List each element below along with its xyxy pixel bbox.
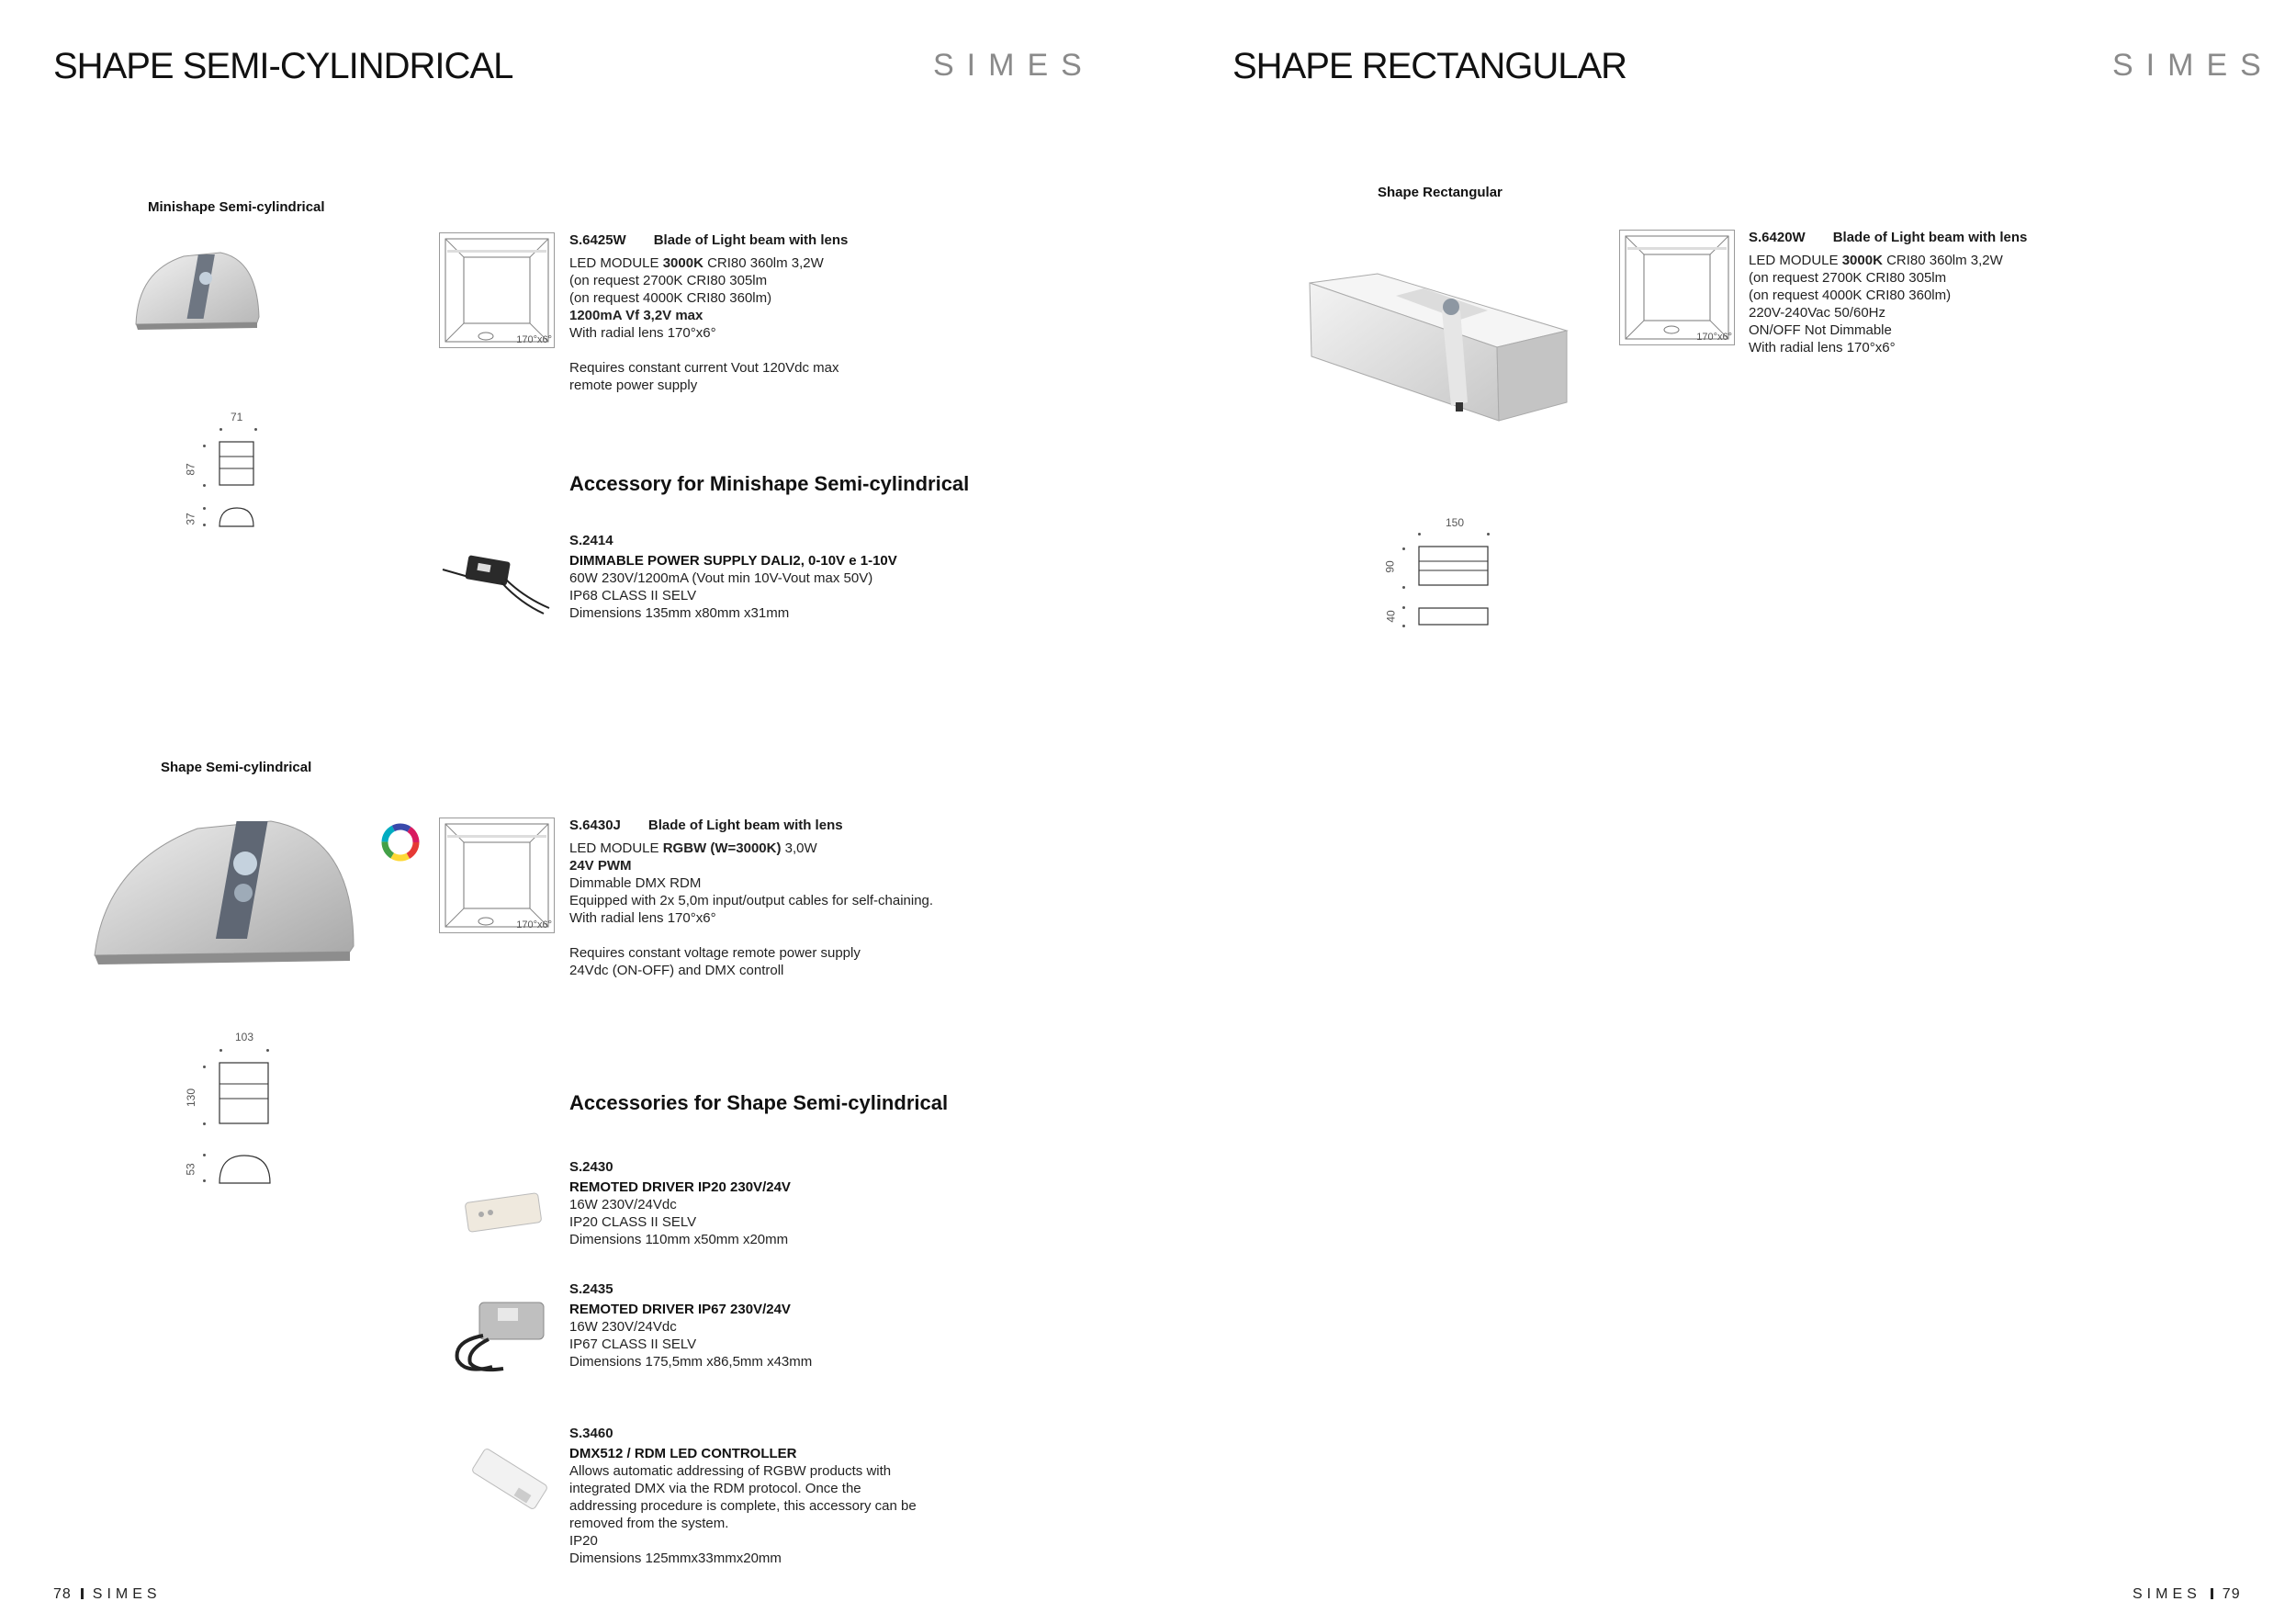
accessory-line: Dimensions 135mm x80mm x31mm <box>569 605 790 621</box>
accessory-line: addressing procedure is complete, this accessory can be <box>569 1498 917 1514</box>
shape-width-dim: 103 <box>235 1031 254 1043</box>
product-code: S.6420W <box>1749 230 1806 245</box>
accessory-line: Dimensions 175,5mm x86,5mm x43mm <box>569 1354 813 1370</box>
product-code: S.6430J <box>569 818 621 833</box>
beam-lens-icon <box>440 818 554 932</box>
accessory-line: 16W 230V/24Vdc <box>569 1197 677 1212</box>
left-footer-brand: SIMES <box>92 1586 162 1602</box>
dim-dot <box>254 428 257 431</box>
dim-dot <box>219 1049 222 1052</box>
dim-dot <box>266 1049 269 1052</box>
footer-separator <box>2211 1588 2213 1599</box>
rect-depth-dim: 40 <box>1384 610 1398 623</box>
shape-beam-diagram <box>439 818 555 933</box>
dmx-controller-image <box>455 1447 556 1529</box>
accessory-line: IP20 CLASS II SELV <box>569 1214 697 1230</box>
spec-line: (on request 4000K CRI80 360lm) <box>569 290 772 306</box>
rect-spec <box>1749 252 2208 356</box>
spec-line: 1200mA Vf 3,2V max <box>569 308 703 323</box>
spec-line: With radial lens 170°x6° <box>569 325 716 341</box>
accessory-line: IP68 CLASS II SELV <box>569 588 697 603</box>
shape-front-drawing <box>219 1062 270 1126</box>
shape-accessory-heading: Accessories for Shape Semi-cylindrical <box>569 1091 949 1114</box>
dim-dot <box>203 1179 206 1182</box>
spec-line: (on request 4000K CRI80 360lm) <box>1749 288 1952 303</box>
spec-line: 220V-240Vac 50/60Hz <box>1749 305 1885 321</box>
shape-product-image <box>87 808 363 974</box>
minishape-spec <box>569 254 1029 394</box>
left-page-title: SHAPE SEMI-CYLINDRICAL <box>53 46 513 86</box>
accessory-description <box>569 552 1047 622</box>
spec-line: Equipped with 2x 5,0m input/output cables for self-chaining. <box>569 893 934 908</box>
accessory-s2430 <box>569 1159 1084 1248</box>
rect-beam-diagram <box>1619 230 1735 345</box>
spec-line: Requires constant voltage remote power supply <box>569 945 861 961</box>
minishape-depth-dim: 37 <box>184 513 197 525</box>
shape-depth-dim: 53 <box>184 1163 197 1176</box>
right-page-title: SHAPE RECTANGULAR <box>1232 46 1627 86</box>
right-footer-brand: SIMES <box>2133 1586 2201 1602</box>
beam-angle-label: 170°x6° <box>1696 332 1732 343</box>
accessory-code: S.2430 <box>569 1159 613 1175</box>
spec-line: Requires constant current Vout 120Vdc max <box>569 360 839 376</box>
spec-line: Dimmable DMX RDM <box>569 875 702 891</box>
rect-side-drawing <box>1418 606 1490 628</box>
dim-dot <box>203 1122 206 1125</box>
minishape-width-dim: 71 <box>231 411 243 423</box>
accessory-line: removed from the system. <box>569 1516 729 1531</box>
dim-dot <box>1402 625 1405 627</box>
minishape-label: Minishape Semi-cylindrical <box>148 199 325 215</box>
accessory-name: DIMMABLE POWER SUPPLY DALI2, 0-10V e 1-10V <box>569 553 897 569</box>
driver-ip67-image <box>452 1295 553 1378</box>
accessory-s2414 <box>569 533 1047 622</box>
accessory-name: DMX512 / RDM LED CONTROLLER <box>569 1446 797 1461</box>
accessory-description <box>569 1179 1084 1248</box>
spec-line: LED MODULE 3000K CRI80 360lm 3,2W <box>569 255 824 271</box>
minishape-code-line <box>569 232 848 248</box>
footer-separator <box>81 1588 84 1599</box>
accessory-name: REMOTED DRIVER IP67 230V/24V <box>569 1302 791 1317</box>
dim-dot <box>1418 533 1421 536</box>
spec-line: LED MODULE 3000K CRI80 360lm 3,2W <box>1749 253 2003 268</box>
dim-dot <box>219 428 222 431</box>
accessory-s3460 <box>569 1426 1084 1567</box>
minishape-accessory-heading: Accessory for Minishape Semi-cylindrical <box>569 472 970 495</box>
accessory-s2435 <box>569 1281 1084 1370</box>
minishape-height-dim: 87 <box>184 463 197 476</box>
accessory-code: S.2414 <box>569 533 613 548</box>
left-footer <box>53 1586 162 1603</box>
spec-line <box>569 927 1084 944</box>
accessory-line: integrated DMX via the RDM protocol. Once the <box>569 1481 861 1496</box>
accessory-line: 60W 230V/1200mA (Vout min 10V-Vout max 50V) <box>569 570 873 586</box>
accessory-code: S.3460 <box>569 1426 613 1441</box>
dim-dot <box>203 507 206 510</box>
dim-dot <box>1402 547 1405 550</box>
minishape-side-drawing <box>219 506 255 528</box>
spec-line: 24Vdc (ON-OFF) and DMX controll <box>569 963 784 978</box>
dim-dot <box>1402 586 1405 589</box>
accessory-line: 16W 230V/24Vdc <box>569 1319 677 1335</box>
spec-line: ON/OFF Not Dimmable <box>1749 322 1892 338</box>
dim-dot <box>203 1066 206 1068</box>
dim-dot <box>203 484 206 487</box>
right-footer <box>2133 1586 2241 1603</box>
accessory-line: Dimensions 125mmx33mmx20mm <box>569 1551 782 1566</box>
power-supply-image <box>441 551 551 615</box>
accessory-line: Dimensions 110mm x50mm x20mm <box>569 1232 789 1247</box>
minishape-product-image <box>129 243 266 335</box>
accessory-code: S.2435 <box>569 1281 613 1297</box>
rect-product-image <box>1304 255 1570 425</box>
dim-dot <box>1402 606 1405 609</box>
right-brand-logo: SIMES <box>2112 48 2274 83</box>
minishape-beam-diagram <box>439 232 555 348</box>
left-brand-logo: SIMES <box>933 48 1095 83</box>
dim-dot <box>203 524 206 526</box>
rect-front-drawing <box>1418 546 1490 588</box>
rect-code-line <box>1749 230 2027 245</box>
driver-ip20-image <box>459 1185 551 1240</box>
shape-label: Shape Semi-cylindrical <box>161 760 312 775</box>
shape-code-line <box>569 818 843 833</box>
minishape-front-drawing <box>219 441 255 487</box>
spec-line: (on request 2700K CRI80 305lm <box>569 273 768 288</box>
right-page-number: 79 <box>2222 1586 2241 1602</box>
product-code: S.6425W <box>569 232 626 248</box>
beam-title: Blade of Light beam with lens <box>647 818 843 833</box>
rect-label: Shape Rectangular <box>1378 185 1503 200</box>
dim-dot <box>203 1154 206 1156</box>
accessory-description <box>569 1445 1084 1567</box>
rect-height-dim: 90 <box>1383 560 1397 573</box>
spec-line: With radial lens 170°x6° <box>569 910 716 926</box>
dim-dot <box>203 445 206 447</box>
spec-line: 24V PWM <box>569 858 632 874</box>
beam-angle-label: 170°x6° <box>516 334 552 345</box>
spec-line: remote power supply <box>569 378 698 393</box>
spec-line <box>569 342 1029 359</box>
accessory-description <box>569 1301 1084 1370</box>
spec-line: LED MODULE RGBW (W=3000K) 3,0W <box>569 840 817 856</box>
dim-dot <box>1487 533 1490 536</box>
beam-title: Blade of Light beam with lens <box>1832 230 2028 245</box>
accessory-line: IP20 <box>569 1533 598 1549</box>
beam-lens-icon <box>1620 231 1734 344</box>
shape-spec <box>569 840 1084 979</box>
left-page-number: 78 <box>53 1586 72 1602</box>
rect-width-dim: 150 <box>1446 516 1465 529</box>
shape-side-drawing <box>219 1154 272 1185</box>
accessory-name: REMOTED DRIVER IP20 230V/24V <box>569 1179 791 1195</box>
accessory-line: IP67 CLASS II SELV <box>569 1336 697 1352</box>
beam-title: Blade of Light beam with lens <box>653 232 849 248</box>
beam-lens-icon <box>440 233 554 347</box>
spec-line: (on request 2700K CRI80 305lm <box>1749 270 1947 286</box>
shape-height-dim: 130 <box>185 1088 198 1108</box>
beam-angle-label: 170°x6° <box>516 919 552 930</box>
accessory-line: Allows automatic addressing of RGBW products with <box>569 1463 892 1479</box>
spec-line: With radial lens 170°x6° <box>1749 340 1896 355</box>
rgb-color-wheel-icon <box>379 821 422 863</box>
